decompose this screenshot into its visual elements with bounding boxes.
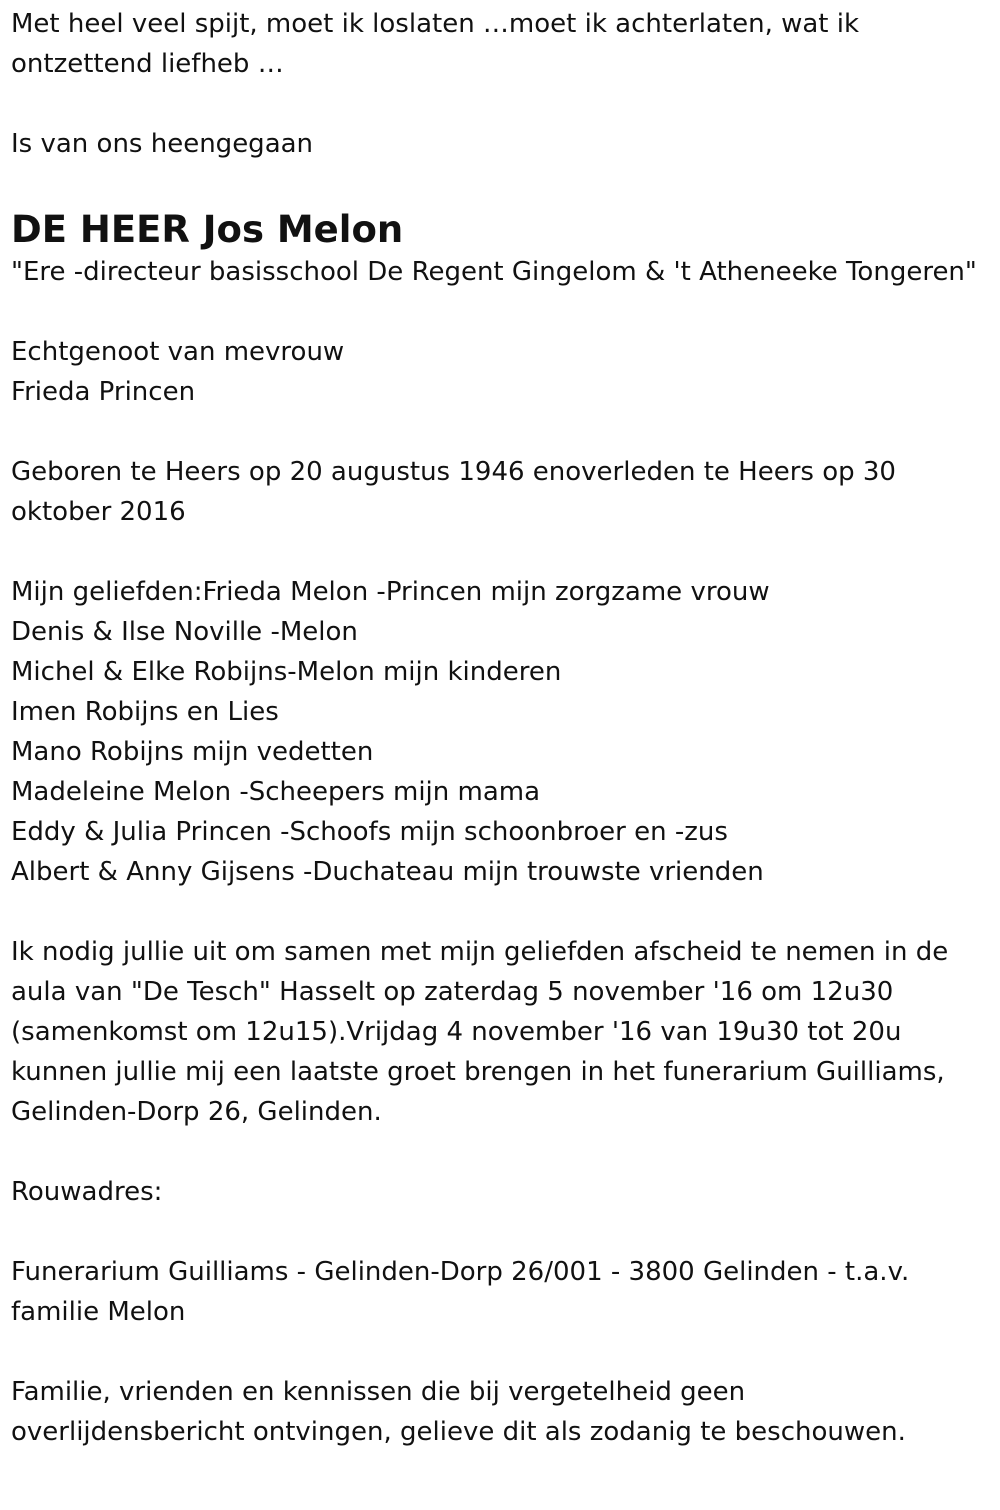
spacer [11, 292, 986, 332]
spacer [11, 1132, 986, 1172]
role-paragraph: "Ere -directeur basisschool De Regent Gingelom & 't Atheneeke Tongeren" [11, 257, 977, 287]
spacer [11, 1212, 986, 1252]
loved-ones-list [11, 572, 986, 892]
spouse-name: Frieda Princen [11, 377, 196, 407]
closing-paragraph: Familie, vrienden en kennissen die bij vergetelheid geen overlijdensbericht ontvingen, gelieve dit als zodanig te beschouwen. [11, 1377, 906, 1447]
loved-one-line: Imen Robijns en Lies [11, 697, 279, 727]
spacer [11, 412, 986, 452]
loved-one-line: Denis & Ilse Noville -Melon [11, 617, 358, 647]
address-label: Rouwadres: [11, 1177, 163, 1207]
loved-one-line: Mano Robijns mijn vedetten [11, 737, 374, 767]
obituary-document [11, 4, 986, 1452]
loved-one-line: Albert & Anny Gijsens -Duchateau mijn trouwste vrienden [11, 857, 764, 887]
spacer [11, 84, 986, 124]
deceased-name: DE HEER Jos Melon [11, 208, 404, 251]
spacer [11, 164, 986, 206]
intro-paragraph: Met heel veel spijt, moet ik loslaten …moet ik achterlaten, wat ik ontzettend liefheb … [11, 9, 860, 79]
invitation-paragraph: Ik nodig jullie uit om samen met mijn geliefden afscheid te nemen in de aula van "De Tesch" Hasselt op zaterdag 5 november '16 om 12u30 (samenkomst om 12u15).Vrijdag 4 november '16 van 19u30 tot 20u kunnen jullie mij een laatste groet brengen in het funerarium Guilliams, Gelinden-Dorp 26, Gelinden. [11, 937, 949, 1127]
loved-one-line: Mijn geliefden:Frieda Melon -Princen mijn zorgzame vrouw [11, 577, 770, 607]
gone-line: Is van ons heengegaan [11, 129, 314, 159]
spacer [11, 892, 986, 932]
loved-one-line: Michel & Elke Robijns-Melon mijn kinderen [11, 657, 562, 687]
spouse-line: Echtgenoot van mevrouw [11, 337, 345, 367]
spacer [11, 532, 986, 572]
loved-one-line: Madeleine Melon -Scheepers mijn mama [11, 777, 541, 807]
loved-one-line: Eddy & Julia Princen -Schoofs mijn schoonbroer en -zus [11, 817, 728, 847]
address-paragraph: Funerarium Guilliams - Gelinden-Dorp 26/001 - 3800 Gelinden - t.a.v. familie Melon [11, 1257, 910, 1327]
birth-death-paragraph: Geboren te Heers op 20 augustus 1946 enoverleden te Heers op 30 oktober 2016 [11, 457, 896, 527]
spacer [11, 1332, 986, 1372]
spouse-block [11, 332, 986, 412]
